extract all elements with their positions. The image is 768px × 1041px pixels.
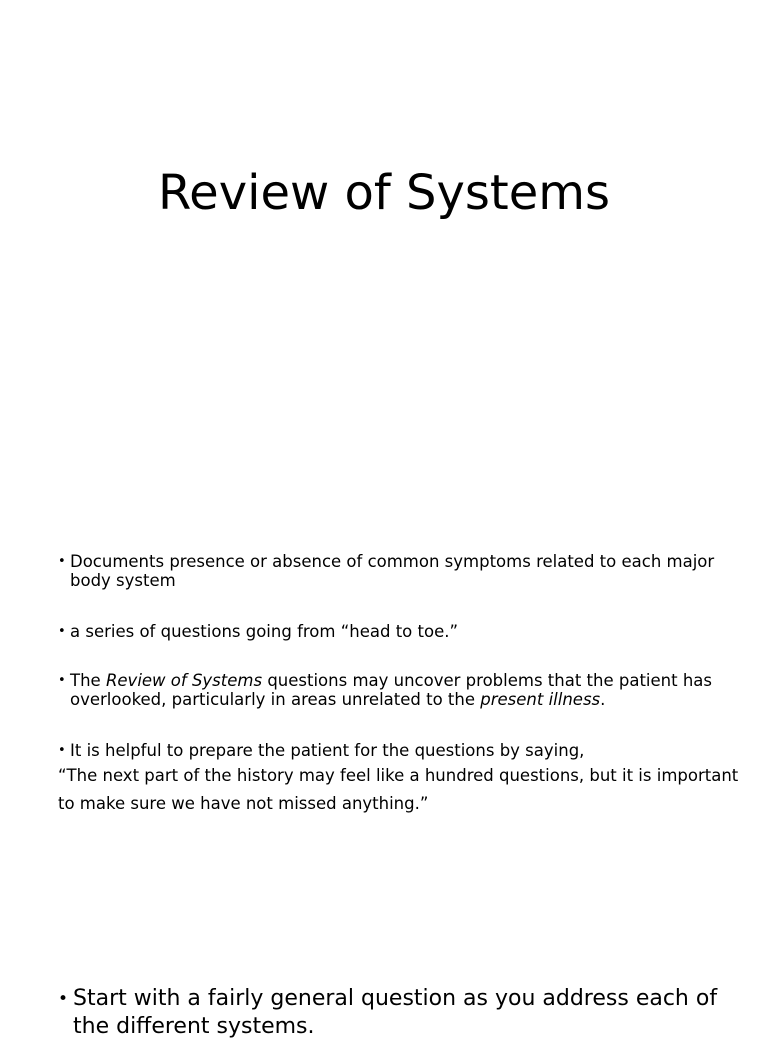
bullet-item-general-question (58, 985, 758, 1041)
text-run: The (70, 671, 106, 690)
slide-title: Review of Systems (157, 165, 611, 221)
text-run: questions may uncover problems that the patient has overlooked, particularly in areas unrelated to the (70, 671, 712, 709)
bullet-glyph: • (58, 554, 66, 569)
bullet-glyph: • (58, 624, 66, 639)
bullet-glyph: • (58, 743, 66, 758)
bullet-glyph: • (58, 673, 66, 688)
quoted-statement: “The next part of the history may feel like a hundred questions, but it is important to make sure we have not missed anything.” (58, 766, 739, 813)
italic-term-present-illness: present illness (480, 690, 601, 709)
bullet-text: Documents presence or absence of common symptoms related to each major body system (70, 552, 715, 590)
text-run: . (600, 690, 606, 709)
bullet-text (70, 671, 718, 709)
bullet-text: a series of questions going from “head to toe.” (70, 622, 459, 641)
bullet-text: It is helpful to prepare the patient for the questions by saying, (70, 741, 585, 760)
bullet-glyph: • (58, 989, 69, 1009)
bullet-item-documents (58, 552, 718, 590)
italic-term-review-of-systems: Review of Systems (105, 671, 263, 690)
bullet-item-head-to-toe (58, 622, 718, 641)
bullet-item-uncover-problems (58, 671, 718, 709)
bullet-item-prepare-patient (58, 741, 718, 760)
bullet-text: Start with a fairly general question as you address each of the different systems. (73, 986, 718, 1039)
